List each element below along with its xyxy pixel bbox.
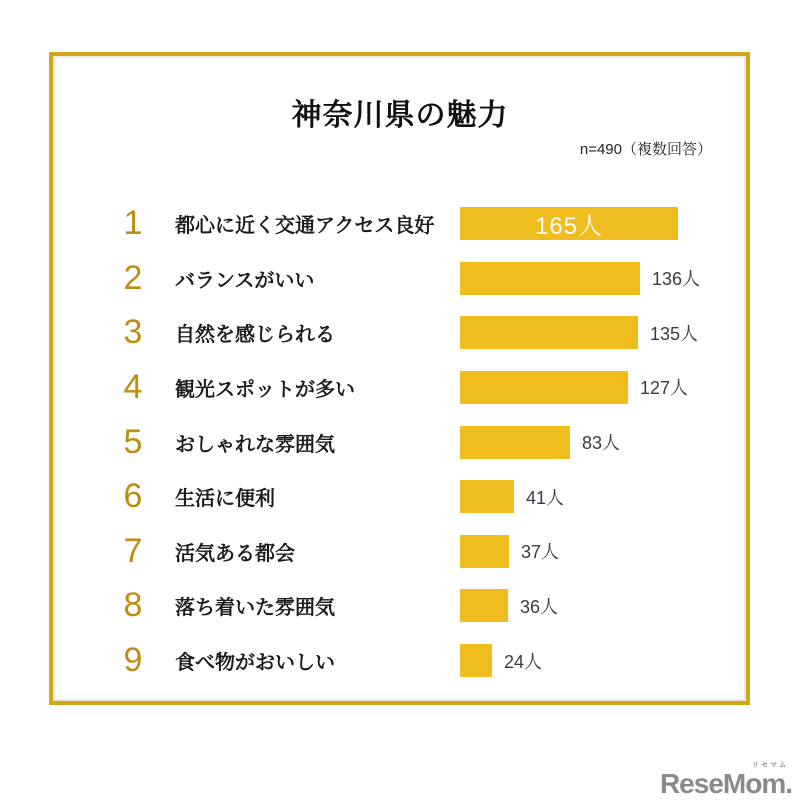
rank-number: 6 [123, 477, 143, 516]
rank-number: 7 [123, 531, 143, 570]
bar [460, 262, 640, 295]
rank-number: 1 [123, 204, 143, 242]
value-label: 135人 [650, 323, 699, 344]
chart-row [114, 531, 714, 570]
value-label: 83人 [582, 433, 621, 453]
logo-text: ReseMom. [659, 768, 792, 799]
value-label: 41人 [526, 487, 565, 508]
value-label: 36人 [520, 596, 559, 617]
logo-ruby-text: リセマム [752, 762, 788, 769]
category-label: 活気ある都会 [175, 542, 295, 565]
value-label: 24人 [504, 651, 543, 672]
chart-row [114, 367, 714, 406]
rank-number: 9 [123, 641, 143, 679]
category-label: 自然を感じられる [175, 324, 335, 347]
rank-number: 4 [123, 367, 143, 406]
bar [460, 426, 570, 459]
chart-row [114, 313, 714, 352]
chart-row [114, 477, 714, 516]
sample-size-note: n=490（複数回答） [579, 141, 712, 158]
category-label: 都心に近く交通アクセス良好 [175, 215, 435, 237]
category-label: 落ち着いた雰囲気 [175, 597, 335, 620]
rank-number: 3 [123, 313, 143, 352]
value-label: 127人 [640, 378, 689, 399]
value-label: 37人 [521, 542, 560, 563]
bar [460, 316, 638, 349]
category-label: おしゃれな雰囲気 [175, 433, 335, 456]
resemom-logo [660, 762, 792, 798]
bar [460, 644, 492, 677]
category-label: バランスがいい [175, 269, 315, 292]
category-label: 生活に便利 [175, 488, 275, 511]
chart-row [114, 641, 714, 679]
rank-number: 5 [123, 422, 143, 461]
value-label-inside: 165人 [534, 213, 604, 240]
value-label: 136人 [652, 269, 701, 290]
category-label: 観光スポットが多い [175, 378, 355, 401]
chart-row [114, 204, 714, 242]
rank-number: 2 [123, 258, 143, 297]
category-label: 食べ物がおいしい [175, 652, 335, 674]
chart-row [114, 422, 714, 461]
bar [460, 480, 514, 513]
bar-chart [114, 204, 714, 679]
bar [460, 207, 678, 240]
chart-row [114, 258, 714, 297]
bar [460, 589, 508, 622]
chart-row [114, 586, 714, 625]
bar [460, 535, 509, 568]
bar [460, 371, 628, 404]
rank-number: 8 [123, 586, 143, 625]
chart-title: 神奈川県の魅力 [291, 99, 509, 132]
